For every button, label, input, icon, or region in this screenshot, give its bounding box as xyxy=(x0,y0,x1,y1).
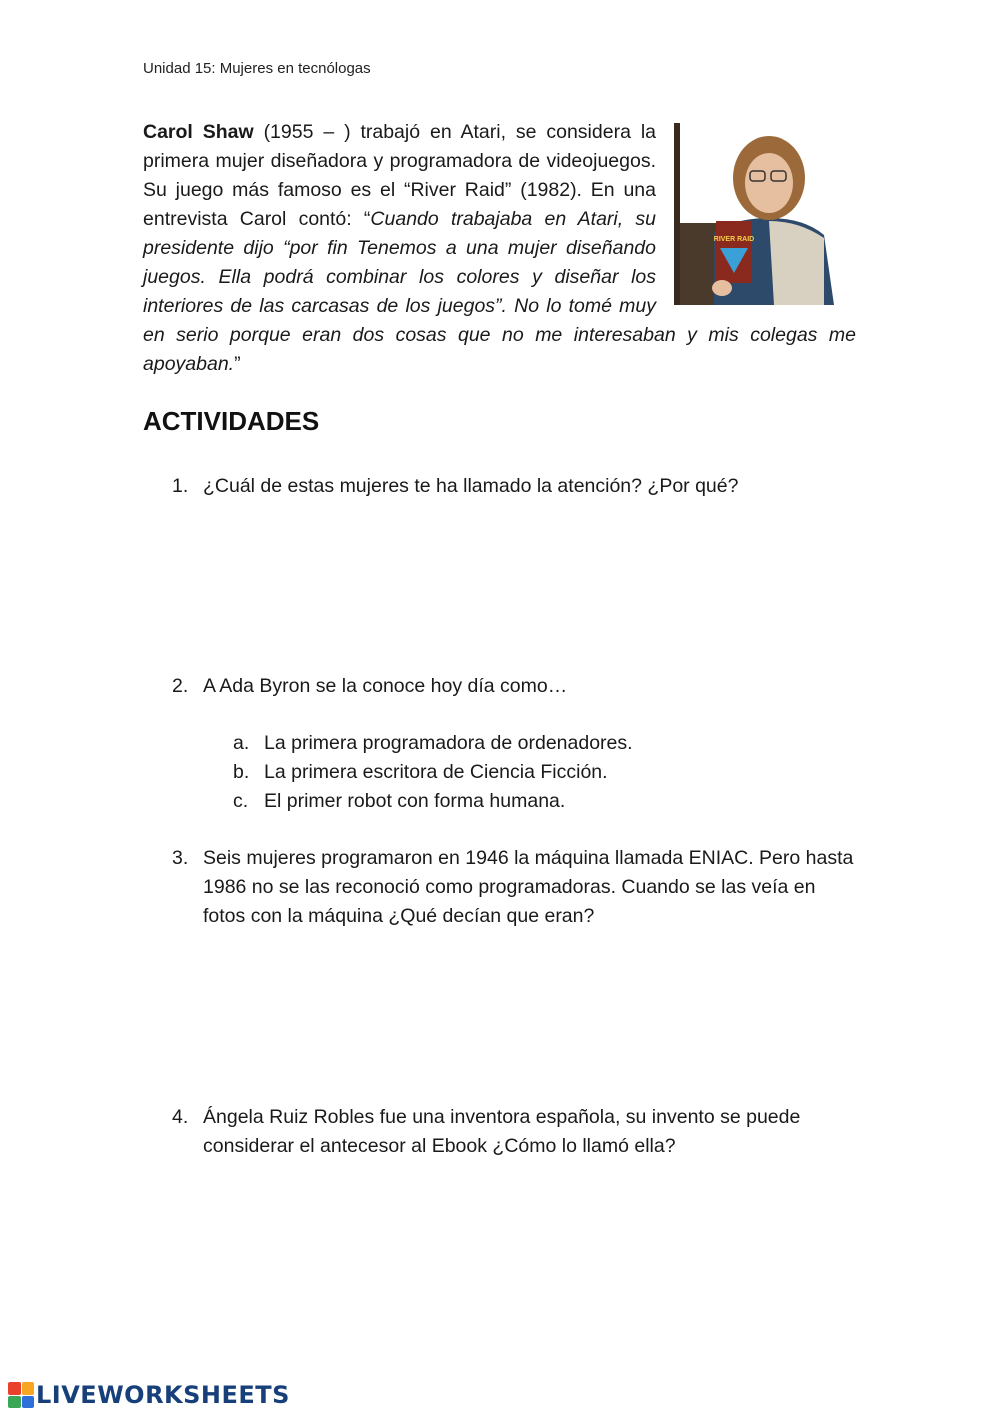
question-text: Seis mujeres programaron en 1946 la máquina llamada ENIAC. Pero hasta 1986 no se las reconoció como programadoras. Cuando se las veía en fotos con la máquina ¿Qué decían que eran? xyxy=(203,847,854,927)
option-text: La primera escritora de Ciencia Ficción. xyxy=(264,761,608,783)
logo-blocks-icon xyxy=(8,1382,34,1408)
bio-quote: Cuando trabajaba en Atari, su presidente dijo “por fin Tenemos a una mujer diseñando juegos. Ella podrá combinar los colores y diseñar los interiores de las carcasas de los juegos”. No lo tomé muy en serio porque eran dos cosas que no me interesaban y mis colegas me apoyaban. xyxy=(143,208,856,375)
question-text: A Ada Byron se la conoce hoy día como… xyxy=(203,675,568,697)
activities-heading: ACTIVIDADES xyxy=(143,406,320,436)
option-text: La primera programadora de ordenadores. xyxy=(264,732,633,754)
question-text: Ángela Ruiz Robles fue una inventora española, su invento se puede considerar el antecesor al Ebook ¿Cómo lo llamó ella? xyxy=(203,1106,801,1157)
question-3 xyxy=(172,844,858,931)
option-text: El primer robot con forma humana. xyxy=(264,790,566,812)
question-2 xyxy=(172,672,862,701)
bio-intro: (1955 – ) trabajó en Atari, se considera la primera mujer diseñadora y programadora de videojuegos. Su juego más famoso es el “River Raid” (1982). En una entrevista Carol contó: “ xyxy=(143,121,656,230)
option-letter: a. xyxy=(233,732,250,754)
question-text: ¿Cuál de estas mujeres te ha llamado la atención? ¿Por qué? xyxy=(203,475,739,497)
option-letter: b. xyxy=(233,761,250,783)
option-b[interactable] xyxy=(233,758,608,787)
svg-text:RIVER RAID: RIVER RAID xyxy=(713,236,755,243)
bio-name: Carol Shaw xyxy=(143,121,254,143)
question-number: 2. xyxy=(172,675,189,697)
option-letter: c. xyxy=(233,790,249,812)
question-number: 3. xyxy=(172,847,189,869)
logo-text: LIVEWORKSHEETS xyxy=(36,1381,290,1409)
question-1 xyxy=(172,472,862,501)
question-number: 1. xyxy=(172,475,189,497)
portrait-illustration xyxy=(674,123,856,305)
liveworksheets-logo xyxy=(8,1380,290,1410)
option-c[interactable] xyxy=(233,787,565,816)
question-4 xyxy=(172,1103,858,1161)
bio-paragraph xyxy=(143,118,856,379)
option-a[interactable] xyxy=(233,729,633,758)
carol-shaw-photo xyxy=(674,123,856,305)
question-number: 4. xyxy=(172,1106,189,1128)
document-header: Unidad 15: Mujeres en tecnólogas xyxy=(143,60,371,77)
bio-closing: ” xyxy=(234,353,241,375)
